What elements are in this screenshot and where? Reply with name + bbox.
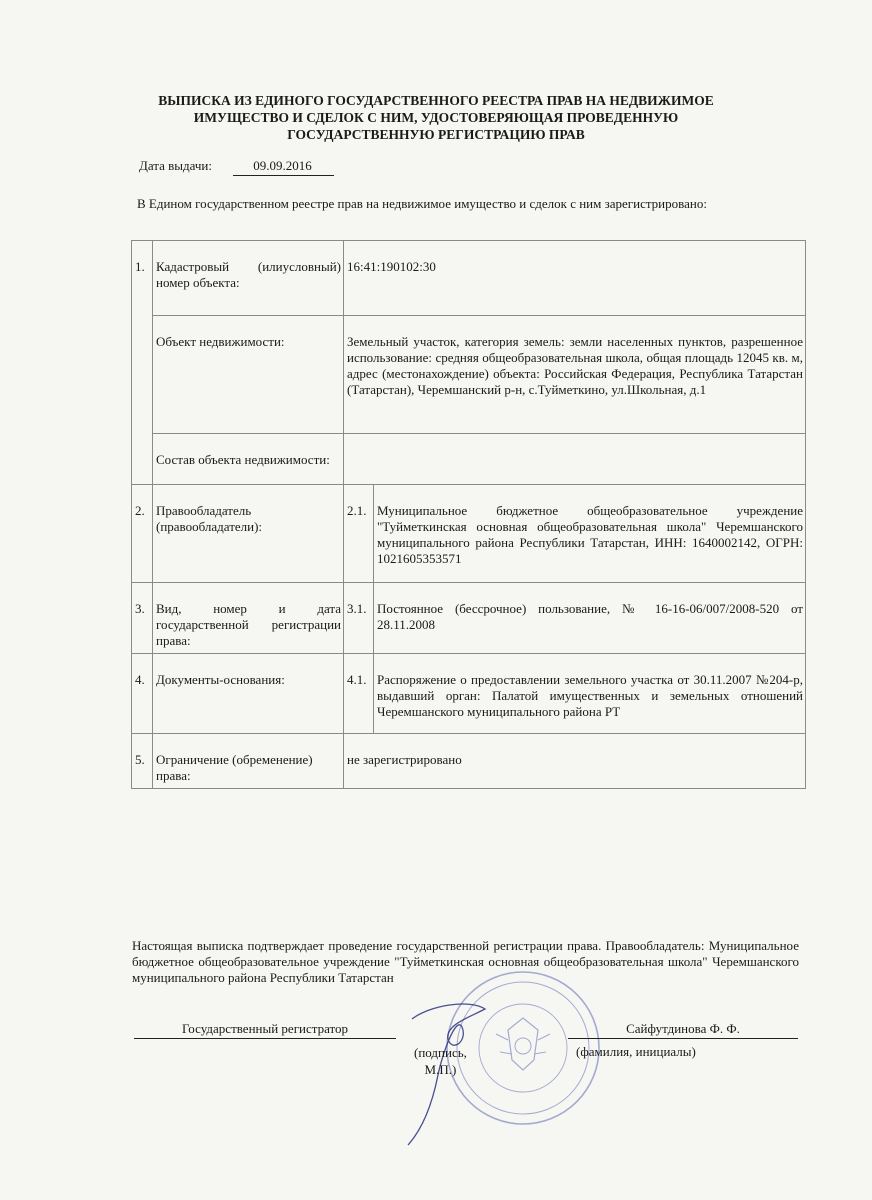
registration-type-value: Постоянное (бессрочное) пользование, № 16-16-06/007/2008-520 от 28.11.2008 [374,583,806,654]
basis-documents-label: Документы-основания: [153,654,344,734]
row-number: 3. [132,583,153,654]
right-holder-value: Муниципальное бюджетное общеобразовательное учреждение "Туйметкинская основная общеобразовательная школа" Черемшанского муниципального района Республики Татарстан, ИНН: 1640002142, ОГРН: 1021605353571 [374,485,806,583]
confirmation-text: Настоящая выписка подтверждает проведение государственной регистрации права. Правообладатель: Муниципальное бюджетное общеобразовательное учреждение "Туйметкинская основная общеобразовательная школа" Черемшанского муниципального района Республики Татарстан [132,938,799,985]
row-number: 1. [132,241,153,485]
row-number: 4. [132,654,153,734]
basis-documents-value: Распоряжение о предоставлении земельного участка от 30.11.2007 №204-р, выдавший орган: Палатой имущественных и земельных отношений Черемшанского муниципального района РТ [374,654,806,734]
title-line-1: ВЫПИСКА ИЗ ЕДИНОГО ГОСУДАРСТВЕННОГО РЕЕСТРА ПРАВ НА НЕДВИЖИМОЕ [158,93,714,108]
property-object-label: Объект недвижимости: [153,316,344,434]
table-row [132,734,806,789]
table-row [132,316,806,434]
document-title [100,92,772,143]
table-row [132,434,806,485]
row-number: 5. [132,734,153,789]
encumbrance-value: не зарегистрировано [344,734,806,789]
property-composition-value [344,434,806,485]
property-composition-label: Состав объекта недвижимости: [153,434,344,485]
registry-table [131,240,806,789]
title-line-2: ИМУЩЕСТВО И СДЕЛОК С НИМ, УДОСТОВЕРЯЮЩАЯ ПРОВЕДЕННУЮ [193,110,679,125]
registrar-name: Сайфутдинова Ф. Ф. [568,1021,798,1039]
table-row [132,485,806,583]
title-line-3: ГОСУДАРСТВЕННУЮ РЕГИСТРАЦИЮ ПРАВ [287,127,585,142]
issue-date-label: Дата выдачи: [139,158,213,173]
signature-caption-line-2: М.П.) [424,1062,457,1077]
name-caption: (фамилия, инициалы) [576,1044,696,1059]
table-row [132,241,806,316]
table-row [132,654,806,734]
signature-caption-line-1: (подпись, [414,1045,467,1060]
cadastral-number-label: Кадастровый (илиусловный) номер объекта: [153,241,344,316]
sub-number: 3.1. [344,583,374,654]
registrar-title: Государственный регистратор [134,1021,396,1039]
issue-date-value: 09.09.2016 [233,158,334,176]
right-holder-label: Правообладатель (правообладатели): [153,485,344,583]
encumbrance-label: Ограничение (обременение) права: [153,734,344,789]
row-number: 2. [132,485,153,583]
registration-type-label: Вид, номер и дата государственной регистрации права: [153,583,344,654]
intro-text: В Едином государственном реестре прав на недвижимое имущество и сделок с ним зарегистрировано: [137,196,707,211]
issue-date-row [139,158,334,176]
sub-number: 2.1. [344,485,374,583]
sub-number: 4.1. [344,654,374,734]
signature-caption [414,1044,467,1078]
cadastral-number-value: 16:41:190102:30 [344,241,806,316]
table-row [132,583,806,654]
property-object-value: Земельный участок, категория земель: земли населенных пунктов, разрешенное использование: средняя общеобразовательная школа, общая площадь 12045 кв. м, адрес (местонахождение) объекта: Российская Федерация, Республика Татарстан (Татарстан), Черемшанский р-н, с.Туйметкино, ул.Школьная, д.1 [344,316,806,434]
